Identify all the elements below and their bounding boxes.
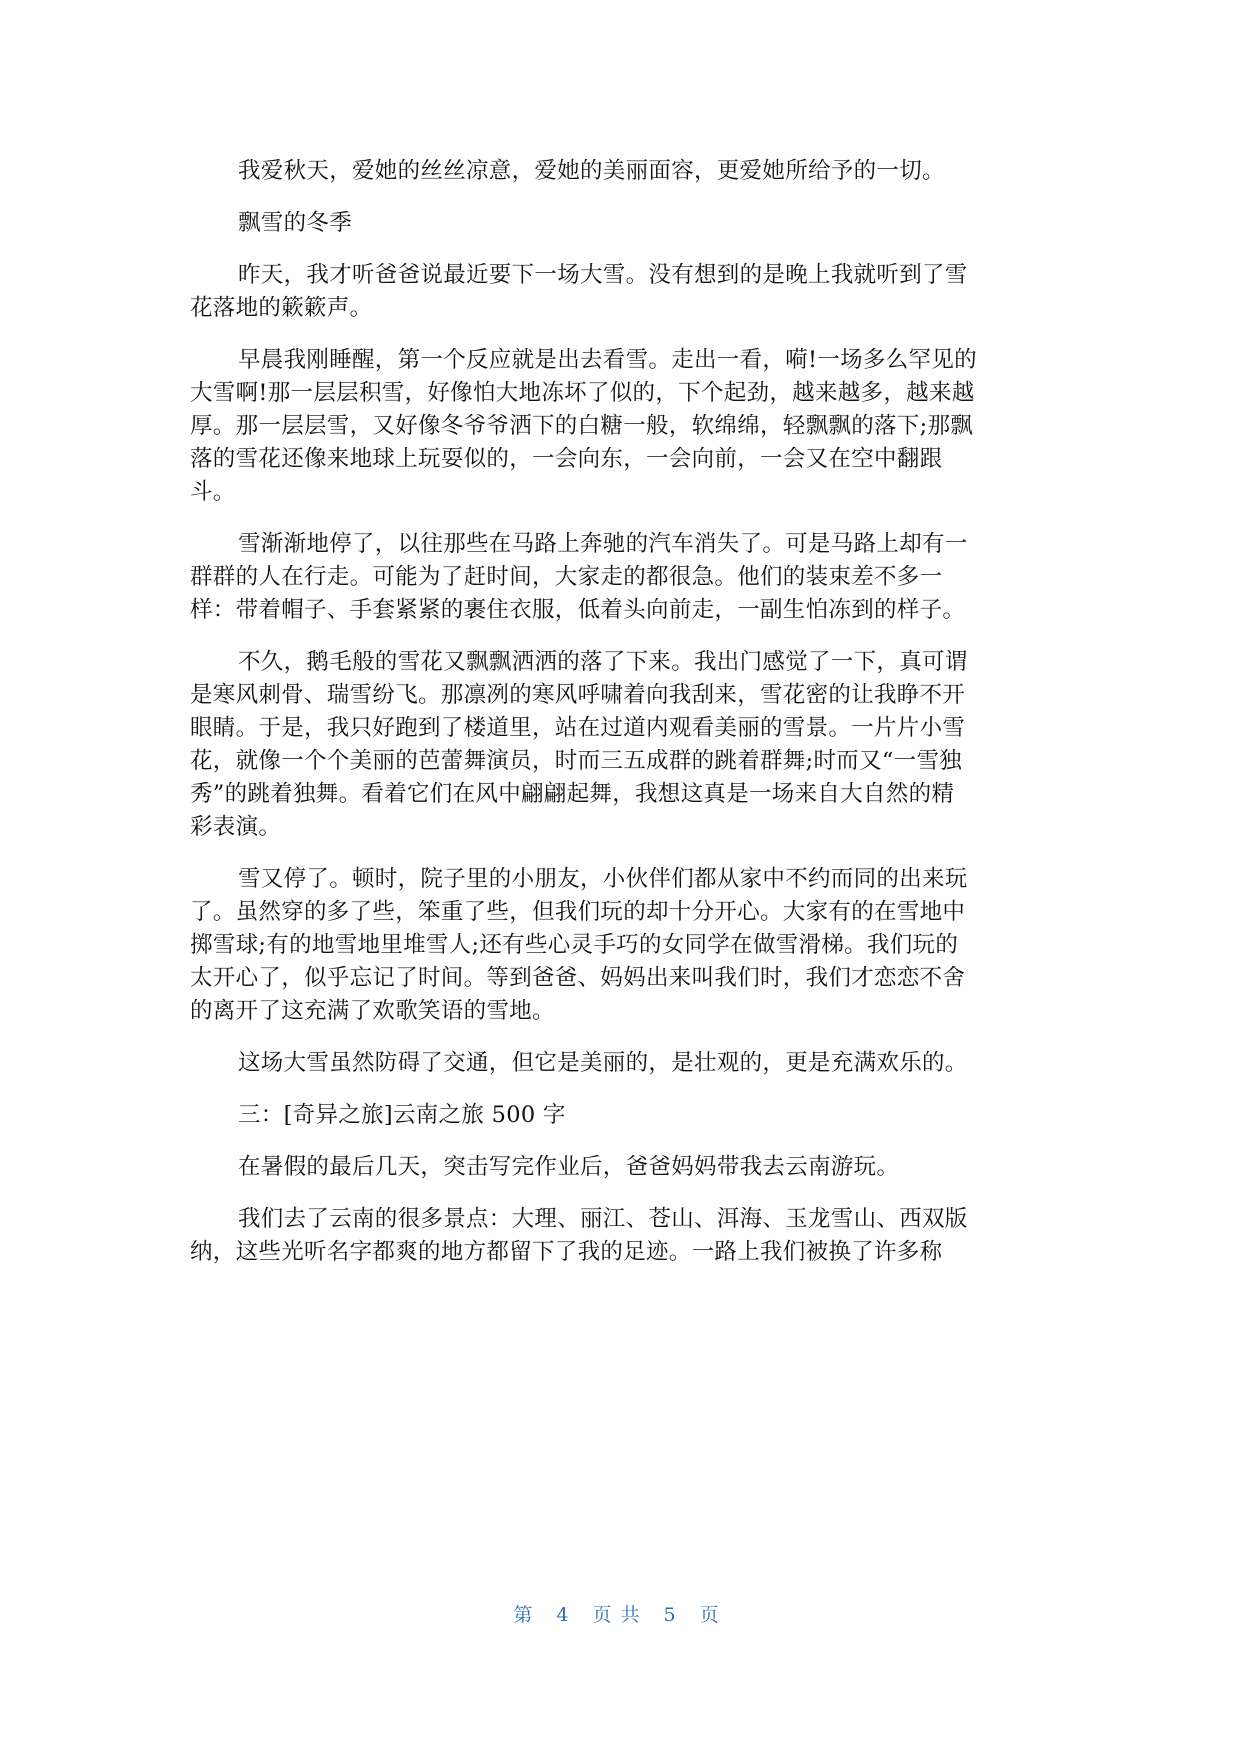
document-body [190,155,1055,1288]
text-line: 是寒风刺骨、瑞雪纷飞。那凛冽的寒风呼啸着向我刮来，雪花密的让我睁不开 [190,682,966,708]
text-line: 样：带着帽子、手套紧紧的裹住衣服，低着头向前走，一副生怕冻到的样子。 [190,597,966,623]
text-line: 厚。那一层层雪，又好像冬爷爷洒下的白糖一般，软绵绵，轻飘飘的落下;那飘 [190,413,974,439]
text-line: 昨天，我才听爸爸说最近要下一场大雪。没有想到的是晚上我就听到了雪 [238,262,968,288]
text-line: 彩表演。 [190,814,282,840]
text-line: 掷雪球;有的地雪地里堆雪人;还有些心灵手巧的女同学在做雪滑梯。我们玩的 [190,932,959,958]
text-line: 大雪啊!那一层层积雪，好像怕大地冻坏了似的，下个起劲，越来越多，越来越 [190,380,975,406]
text-line: 雪又停了。顿时，院子里的小朋友，小伙伴们都从家中不约而同的出来玩 [238,866,968,892]
text-line: 飘雪的冬季 [238,210,353,236]
text-line: 的离开了这充满了欢歌笑语的雪地。 [190,998,555,1024]
paragraph [190,344,1055,509]
paragraph [190,259,1055,325]
text-line: 花，就像一个个美丽的芭蕾舞演员，时而三五成群的跳着群舞;时而又“一雪独 [190,748,963,774]
paragraph [190,646,1055,844]
text-line: 了。虽然穿的多了些，笨重了些，但我们玩的却十分开心。大家有的在雪地中 [190,899,966,925]
page-number-footer: 第 4 页共 5 页 [513,1604,728,1626]
paragraph [190,863,1055,1028]
text-line: 群群的人在行走。可能为了赶时间，大家走的都很急。他们的装束差不多一 [190,564,943,590]
section-heading [190,1099,1055,1132]
text-line: 落的雪花还像来地球上玩耍似的，一会向东，一会向前，一会又在空中翻跟 [190,446,943,472]
text-line: 这场大雪虽然防碍了交通，但它是美丽的，是壮观的，更是充满欢乐的。 [238,1050,968,1076]
text-line: 不久，鹅毛般的雪花又飘飘洒洒的落了下来。我出门感觉了一下，真可谓 [238,649,968,675]
text-line: 我们去了云南的很多景点：大理、丽江、苍山、洱海、玉龙雪山、西双版 [238,1206,968,1232]
text-line: 雪渐渐地停了，以往那些在马路上奔驰的汽车消失了。可是马路上却有一 [238,531,968,557]
text-line: 早晨我刚睡醒，第一个反应就是出去看雪。走出一看，嗬!一场多么罕见的 [238,347,977,373]
text-line: 在暑假的最后几天，突击写完作业后，爸爸妈妈带我去云南游玩。 [238,1154,900,1180]
text-line: 三：[奇异之旅]云南之旅 500 字 [238,1102,566,1128]
section-heading [190,207,1055,240]
text-line: 秀”的跳着独舞。看着它们在风中翩翩起舞，我想这真是一场来自大自然的精 [190,781,955,807]
text-line: 纳，这些光听名字都爽的地方都留下了我的足迹。一路上我们被换了许多称 [190,1239,943,1265]
text-line: 花落地的簌簌声。 [190,295,373,321]
text-line: 我爱秋天，爱她的丝丝凉意，爱她的美丽面容，更爱她所给予的一切。 [238,158,945,184]
paragraph [190,155,1055,188]
paragraph [190,528,1055,627]
paragraph [190,1047,1055,1080]
paragraph [190,1203,1055,1269]
paragraph [190,1151,1055,1184]
text-line: 眼睛。于是，我只好跑到了楼道里，站在过道内观看美丽的雪景。一片片小雪 [190,715,966,741]
text-line: 太开心了，似乎忘记了时间。等到爸爸、妈妈出来叫我们时，我们才恋恋不舍 [190,965,966,991]
text-line: 斗。 [190,479,236,505]
